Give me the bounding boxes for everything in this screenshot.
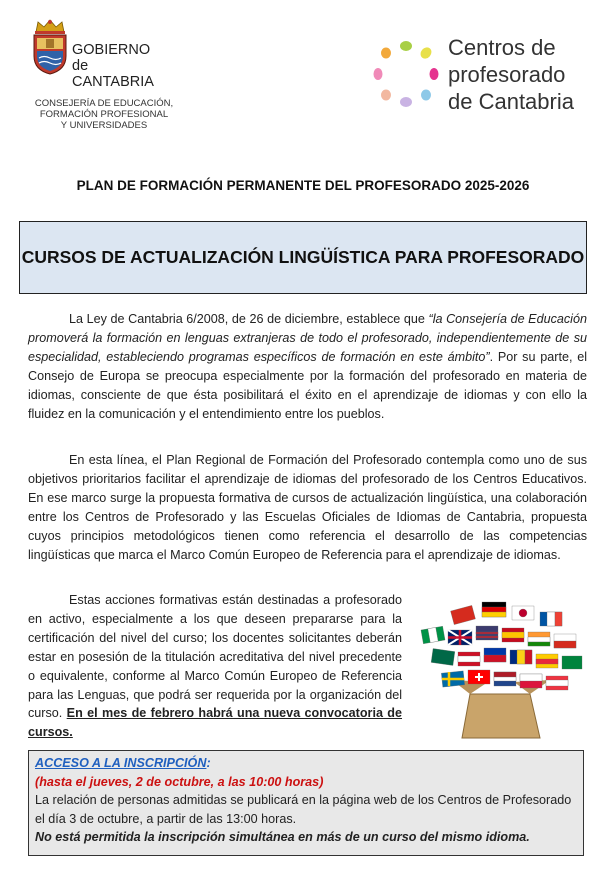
paragraph-plan-text: En esta línea, el Plan Regional de Formación del Profesorado contempla como uno de sus objetivos prioritarios facilitar el aprendizaje de idiomas del profesorado de los Centros Educativos. En ese marco surge la propuesta formativa de cursos de actualización lingüística, una colaboración entre los Centros de Profesorado y las Escuelas Oficiales de Idiomas de Cantabria, propuesta cuyos principios metodológicos tienen como referencia el desarrollo de las competencias lingüísticas que marca el Marco Común Europeo de Referencia para el aprendizaje de idiomas. [28, 453, 587, 562]
paragraph-audience-text: Estas acciones formativas están destinadas a profesorado en activo, especialmente a los que deseen prepararse para la certificación del nivel del curso; los docentes solicitantes deberán estar en posesión de la titulación acreditativa del nivel precedente o equivalente, conforme al Marco Común Europeo de Referencia para las Lenguas, que podrá ser requerida por la organización del curso. [28, 593, 402, 721]
registration-box [28, 750, 584, 856]
course-title: CURSOS DE ACTUALIZACIÓN LINGÜÍSTICA PARA PROFESORADO [21, 247, 585, 267]
department-line-2: FORMACIÓN PROFESIONAL [39, 109, 169, 120]
department-line-3: Y UNIVERSIDADES [60, 120, 148, 131]
paragraph-law-lead: La Ley de Cantabria 6/2008, de 26 de diciembre, establece que [69, 312, 429, 326]
dotted-ring-icon [370, 38, 442, 110]
registration-publication: La relación de personas admitidas se publicará en la página web de los Centros de Profesorado el día 3 de octubre, a partir de las 13:00 horas. [35, 793, 572, 826]
cep-line-2: profesorado [448, 62, 566, 87]
paragraph-law-quote: “la Consejería de Educación promoverá la formación en lenguas extranjeras de todo el profesorado, independientemente de su especialidad, estableciendo programas específicos de formación en este ámbito” [28, 312, 587, 364]
coat-of-arms-icon [30, 18, 70, 76]
gobierno-cantabria-logo [26, 16, 186, 134]
world-flags-box-image [412, 598, 588, 740]
registration-warning: No está permitida la inscripción simultánea en más de un curso del mismo idioma. [35, 830, 530, 844]
gov-name-line-2: de [72, 58, 89, 74]
registration-colon: : [206, 756, 211, 770]
centros-profesorado-logo [370, 34, 580, 124]
paragraph-plan [28, 451, 587, 564]
cep-line-3: de Cantabria [448, 89, 574, 114]
department-line-1: CONSEJERÍA DE EDUCACIÓN, [34, 98, 174, 109]
gov-name-line-3: CANTABRIA [72, 74, 154, 90]
registration-deadline: (hasta el jueves, 2 de octubre, a las 10:00 horas) [35, 774, 324, 789]
course-title-box [19, 221, 587, 294]
new-call-notice: En el mes de febrero habrá una nueva convocatoria de cursos. [28, 706, 403, 740]
paragraph-audience [28, 591, 402, 742]
registration-link[interactable]: ACCESO A LA INSCRIPCIÓN [35, 756, 207, 770]
gov-name-line-1: GOBIERNO [72, 42, 151, 58]
plan-title: PLAN DE FORMACIÓN PERMANENTE DEL PROFESORADO 2025-2026 [76, 178, 530, 193]
cep-line-1: Centros de [448, 35, 556, 60]
paragraph-law-rest: . Por su parte, el Consejo de Europa se preocupa especialmente por la formación del profesorado en materia de idiomas, consciente de que ésta posibilitará el éxito en el aprendizaje de idiomas y con ello la fluidez en la comunicación y el entendimiento entre los pueblos. [28, 349, 587, 421]
paragraph-law [28, 310, 587, 423]
